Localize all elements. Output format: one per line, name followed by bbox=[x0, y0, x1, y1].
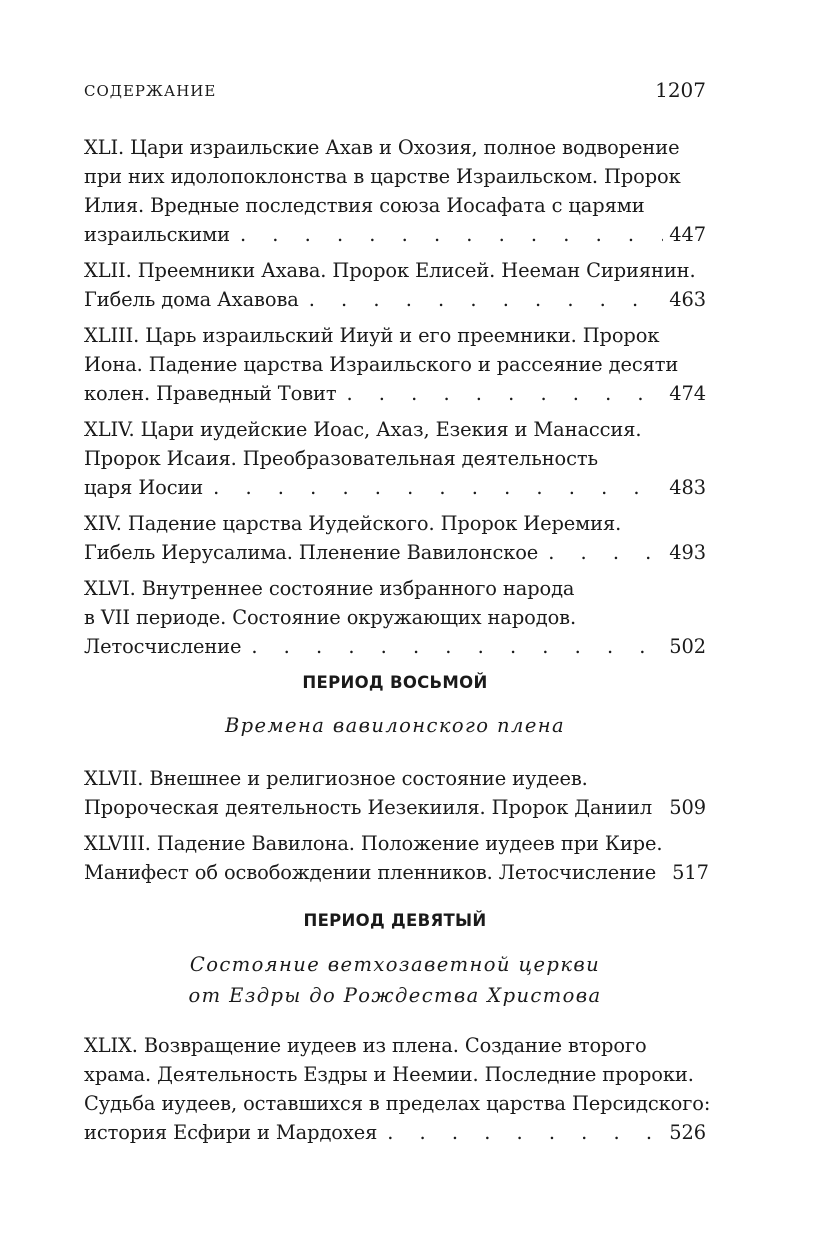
toc-entry bbox=[84, 256, 706, 314]
dot-leader bbox=[538, 538, 663, 567]
toc-entry-last-line bbox=[84, 538, 706, 567]
toc-section-period-eight bbox=[84, 764, 709, 887]
dot-leader bbox=[203, 473, 663, 502]
page-number: 1207 bbox=[655, 78, 706, 102]
toc-section-period-seven bbox=[84, 133, 706, 661]
toc-entry-text: Манифест об освобождении пленников. Летосчисление bbox=[84, 861, 657, 884]
toc-entry-text: Гибель дома Ахавова bbox=[84, 288, 299, 311]
toc-entry-line: в VII периоде. Состояние окружающих народов. bbox=[84, 606, 577, 629]
toc-entry-page-number: 493 bbox=[669, 541, 706, 564]
toc-entry-line: XLIX. Возвращение иудеев из плена. Создание второго bbox=[84, 1034, 647, 1057]
dot-leader bbox=[241, 632, 663, 661]
toc-entry-line: XLI. Цари израильские Ахав и Охозия, полное водворение bbox=[84, 136, 680, 159]
toc-entry bbox=[84, 133, 706, 249]
period-nine-subtitle-line2: от Ездры до Рождества Христова bbox=[188, 984, 602, 1007]
toc-entry-last-line bbox=[84, 285, 706, 314]
toc-entry-line: XLII. Преемники Ахава. Пророк Елисей. Нееман Сириянин. bbox=[84, 259, 696, 282]
period-nine-subtitle-line1: Состояние ветхозаветной церкви bbox=[189, 953, 601, 976]
toc-entry-line: XIV. Падение царства Иудейского. Пророк Иеремия. bbox=[84, 512, 622, 535]
toc-entry bbox=[84, 764, 706, 822]
period-eight-title: ПЕРИОД ВОСЬМОЙ bbox=[302, 673, 488, 692]
toc-entry-text: Пророческая деятельность Иезекииля. Пророк Даниил bbox=[84, 796, 653, 819]
toc-entry-page-number: 463 bbox=[669, 288, 706, 311]
toc-entry-last-line bbox=[84, 858, 709, 887]
dot-leader bbox=[656, 858, 666, 887]
toc-section-period-nine bbox=[84, 1031, 711, 1147]
toc-entry-page-number: 474 bbox=[669, 382, 706, 405]
toc-entry-line: храма. Деятельность Ездры и Неемии. Последние пророки. bbox=[84, 1063, 694, 1086]
running-header bbox=[84, 78, 706, 104]
header-title: СОДЕРЖАНИЕ bbox=[84, 82, 217, 100]
toc-entry bbox=[84, 321, 706, 408]
toc-entry-text: колен. Праведный Товит bbox=[84, 382, 337, 405]
toc-entry-line: XLIII. Царь израильский Ииуй и его преемники. Пророк bbox=[84, 324, 660, 347]
toc-entry-line: XLIV. Цари иудейские Иоас, Ахаз, Езекия и Манассия. bbox=[84, 418, 642, 441]
toc-entry-line: Илия. Вредные последствия союза Иосафата с царями bbox=[84, 194, 645, 217]
toc-entry-line: при них идолопоклонства в царстве Израильском. Пророк bbox=[84, 165, 681, 188]
toc-entry-text: история Есфири и Мардохея bbox=[84, 1121, 378, 1144]
dot-leader bbox=[336, 379, 663, 408]
toc-entry-line: XLVIII. Падение Вавилона. Положение иудеев при Кире. bbox=[84, 832, 663, 855]
toc-entry-last-line bbox=[84, 473, 706, 502]
dot-leader bbox=[299, 285, 664, 314]
toc-entry-last-line bbox=[84, 1118, 706, 1147]
dot-leader bbox=[230, 220, 663, 249]
toc-entry-line: XLVII. Внешнее и религиозное состояние иудеев. bbox=[84, 767, 588, 790]
toc-entry-text: израильскими bbox=[84, 223, 230, 246]
toc-entry bbox=[84, 415, 706, 502]
toc-entry-line: Пророк Исаия. Преобразовательная деятельность bbox=[84, 447, 598, 470]
toc-entry bbox=[84, 829, 709, 887]
toc-entry-last-line bbox=[84, 793, 706, 822]
toc-entry bbox=[84, 574, 706, 661]
dot-leader bbox=[377, 1118, 663, 1147]
toc-entry-page-number: 447 bbox=[669, 223, 706, 246]
period-nine-title: ПЕРИОД ДЕВЯТЫЙ bbox=[303, 911, 487, 930]
toc-entry-text: Летосчисление bbox=[84, 635, 242, 658]
toc-entry-last-line bbox=[84, 220, 706, 249]
toc-entry-line: XLVI. Внутреннее состояние избранного народа bbox=[84, 577, 575, 600]
toc-entry-last-line bbox=[84, 632, 706, 661]
toc-entry-text: Гибель Иерусалима. Пленение Вавилонское bbox=[84, 541, 539, 564]
dot-leader bbox=[652, 793, 663, 822]
toc-entry bbox=[84, 1031, 711, 1147]
toc-entry-page-number: 502 bbox=[669, 635, 706, 658]
toc-entry-page-number: 526 bbox=[669, 1121, 706, 1144]
toc-entry-page-number: 483 bbox=[669, 476, 706, 499]
toc-entry bbox=[84, 509, 706, 567]
toc-entry-page-number: 509 bbox=[669, 796, 706, 819]
toc-entry-line: Иона. Падение царства Израильского и рассеяние десяти bbox=[84, 353, 679, 376]
toc-entry-line: Судьба иудеев, оставшихся в пределах царства Персидского: bbox=[84, 1092, 711, 1115]
period-eight-subtitle: Времена вавилонского плена bbox=[224, 714, 566, 737]
toc-entry-page-number: 517 bbox=[672, 861, 709, 884]
toc-entry-last-line bbox=[84, 379, 706, 408]
toc-entry-text: царя Иосии bbox=[84, 476, 204, 499]
